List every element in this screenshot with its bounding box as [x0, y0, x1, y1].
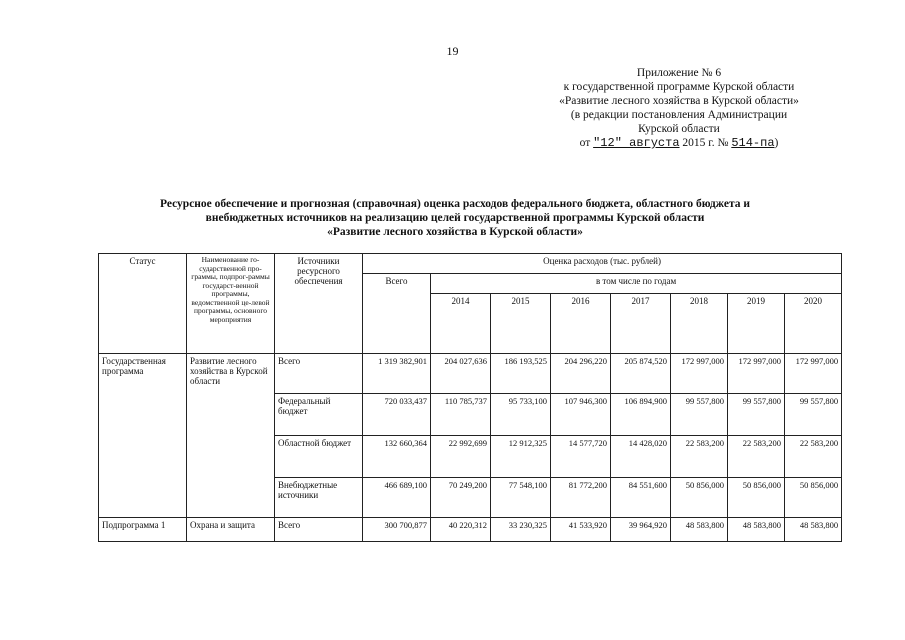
year-value-cell: 186 193,525 [491, 354, 551, 394]
header-by-years: в том числе по годам [431, 274, 842, 294]
year-value-cell: 204 027,636 [431, 354, 491, 394]
header-status: Статус [99, 254, 187, 354]
total-value-cell: 300 700,877 [363, 518, 431, 542]
total-value-cell: 1 319 382,901 [363, 354, 431, 394]
year-value-cell: 50 856,000 [728, 478, 785, 518]
header-estimate: Оценка расходов (тыс. рублей) [363, 254, 842, 274]
year-value-cell: 172 997,000 [785, 354, 842, 394]
date-year: 2015 г. № [682, 137, 729, 149]
year-value-cell: 205 874,520 [611, 354, 671, 394]
header-total: Всего [363, 274, 431, 354]
source-cell: Внебюджетные источники [275, 478, 363, 518]
year-value-cell: 33 230,325 [491, 518, 551, 542]
source-cell: Всего [275, 518, 363, 542]
year-value-cell: 99 557,800 [671, 394, 728, 436]
year-value-cell: 172 997,000 [728, 354, 785, 394]
appendix-block [540, 66, 818, 150]
header-year: 2014 [431, 294, 491, 354]
document-title [110, 197, 800, 239]
date-prefix: от [579, 137, 591, 149]
year-value-cell: 77 548,100 [491, 478, 551, 518]
year-value-cell: 50 856,000 [671, 478, 728, 518]
year-value-cell: 107 946,300 [551, 394, 611, 436]
year-value-cell: 99 557,800 [785, 394, 842, 436]
year-value-cell: 39 964,920 [611, 518, 671, 542]
appendix-date-line [540, 136, 818, 150]
source-cell: Всего [275, 354, 363, 394]
page-number: 19 [446, 44, 459, 58]
year-value-cell: 204 296,220 [551, 354, 611, 394]
year-value-cell: 22 583,200 [671, 436, 728, 478]
header-year: 2016 [551, 294, 611, 354]
year-value-cell: 50 856,000 [785, 478, 842, 518]
year-value-cell: 22 583,200 [728, 436, 785, 478]
year-value-cell: 95 733,100 [491, 394, 551, 436]
source-cell: Федеральный бюджет [275, 394, 363, 436]
year-value-cell: 81 772,200 [551, 478, 611, 518]
program-name-cell: Развитие лесного хозяйства в Курской области [187, 354, 275, 518]
appendix-line: к государственной программе Курской области [563, 81, 795, 93]
total-value-cell: 132 660,364 [363, 436, 431, 478]
title-line: Ресурсное обеспечение и прогнозная (справочная) оценка расходов федерального бюджета, областного бюджета и [159, 198, 751, 210]
appendix-line: Приложение № 6 [636, 67, 722, 79]
date-number: 514-па [731, 136, 775, 150]
year-value-cell: 110 785,737 [431, 394, 491, 436]
table-row [99, 518, 842, 542]
appendix-line: «Развитие лесного хозяйства в Курской области» [559, 95, 799, 107]
date-suffix: ) [774, 137, 779, 149]
year-value-cell: 48 583,800 [671, 518, 728, 542]
year-value-cell: 172 997,000 [671, 354, 728, 394]
total-value-cell: 466 689,100 [363, 478, 431, 518]
year-value-cell: 41 533,920 [551, 518, 611, 542]
year-value-cell: 106 894,900 [611, 394, 671, 436]
status-cell: Подпрограмма 1 [99, 518, 187, 542]
program-name-cell: Охрана и защита [187, 518, 275, 542]
year-value-cell: 12 912,325 [491, 436, 551, 478]
year-value-cell: 48 583,800 [728, 518, 785, 542]
title-line: «Развитие лесного хозяйства в Курской области» [327, 226, 583, 238]
year-value-cell: 14 577,720 [551, 436, 611, 478]
header-sources: Источники ресурсного обеспечения [275, 254, 363, 354]
date-day: "12" августа [593, 136, 680, 150]
year-value-cell: 84 551,600 [611, 478, 671, 518]
year-value-cell: 40 220,312 [431, 518, 491, 542]
year-value-cell: 99 557,800 [728, 394, 785, 436]
year-value-cell: 22 992,699 [431, 436, 491, 478]
header-name: Наименование го-сударственной про-граммы, подпрог-раммы государст-венной программы, ведомственной це-левой программы, основного мероприятия [187, 254, 275, 354]
year-value-cell: 48 583,800 [785, 518, 842, 542]
appendix-line: (в редакции постановления Администрации [570, 109, 788, 121]
year-value-cell: 14 428,020 [611, 436, 671, 478]
table-body [99, 354, 842, 542]
total-value-cell: 720 033,437 [363, 394, 431, 436]
status-cell: Государственная программа [99, 354, 187, 518]
title-line: внебюджетных источников на реализацию целей государственной программы Курской области [205, 212, 705, 224]
header-year: 2017 [611, 294, 671, 354]
header-year: 2020 [785, 294, 842, 354]
appendix-line: Курской области [638, 123, 720, 135]
budget-table [98, 253, 842, 542]
header-year: 2018 [671, 294, 728, 354]
year-value-cell: 22 583,200 [785, 436, 842, 478]
header-year: 2015 [491, 294, 551, 354]
source-cell: Областной бюджет [275, 436, 363, 478]
year-value-cell: 70 249,200 [431, 478, 491, 518]
table-row [99, 354, 842, 394]
header-year: 2019 [728, 294, 785, 354]
